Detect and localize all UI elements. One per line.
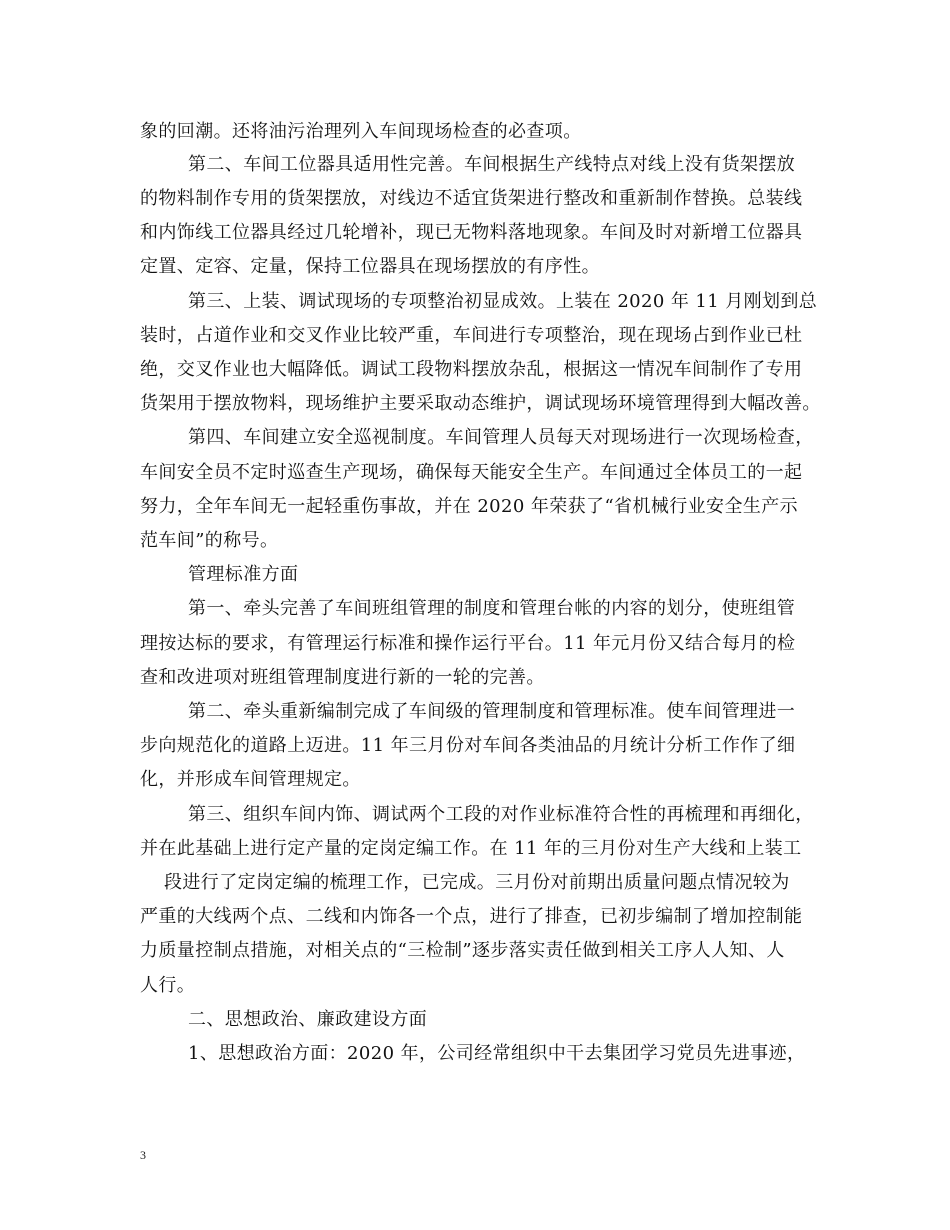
text-line: 定置、定容、定量，保持工位器具在现场摆放的有序性。 [140, 256, 600, 277]
text-line: 理按达标的要求，有管理运行标准和操作运行平台。11 年元月份又结合每月的检 [140, 633, 796, 654]
paragraph-first-line: 第二、车间工位器具适用性完善。车间根据生产线特点对线上没有货架摆放 [188, 154, 796, 175]
text-line: 车间安全员不定时巡查生产现场，确保每天能安全生产。车间通过全体员工的一起 [140, 462, 803, 483]
text-line: 装时，占道作业和交叉作业比较严重，车间进行专项整治，现在现场占到作业已杜 [140, 325, 803, 346]
text-line: 并在此基础上进行定产量的定岗定编工作。在 11 年的三月份对生产大线和上装工 [140, 838, 802, 859]
text-line: 象的回潮。还将油污治理列入车间现场检查的必查项。 [140, 121, 582, 142]
text-line: 化，并形成车间管理规定。 [140, 769, 361, 790]
text-line: 范车间”的称号。 [140, 530, 279, 551]
text-line: 努力，全年车间无一起轻重伤事故，并在 2020 年荣获了“省机械行业安全生产示 [140, 496, 799, 517]
text-line: 严重的大线两个点、二线和内饰各一个点，进行了排查，已初步编制了增加控制能 [140, 906, 803, 927]
section-heading: 管理标准方面 [188, 564, 299, 585]
text-line: 人行。 [140, 975, 196, 996]
paragraph-first-line: 第三、组织车间内饰、调试两个工段的对作业标准符合性的再梳理和再细化， [188, 804, 814, 825]
text-line: 力质量控制点措施，对相关点的“三检制”逐步落实责任做到相关工序人人知、人 [140, 940, 785, 961]
paragraph-first-line: 第二、牵头重新编制完成了车间级的管理制度和管理标准。使车间管理进一 [188, 701, 796, 722]
page-number: 3 [140, 1148, 146, 1162]
paragraph-first-line: 第三、上装、调试现场的专项整治初显成效。上装在 2020 年 11 月刚划到总 [188, 291, 818, 312]
paragraph-first-line: 第四、车间建立安全巡视制度。车间管理人员每天对现场进行一次现场检查， [188, 427, 814, 448]
paragraph-first-line: 第一、牵头完善了车间班组管理的制度和管理台帐的内容的划分，使班组管 [188, 598, 796, 619]
text-line: 步向规范化的道路上迈进。11 年三月份对车间各类油品的月统计分析工作作了细 [140, 735, 796, 756]
text-line: 段进行了定岗定编的梳理工作，已完成。三月份对前期出质量问题点情况较为 [164, 872, 790, 893]
paragraph-first-line: 1、思想政治方面：2020 年，公司经常组织中干去集团学习党员先进事迹， [188, 1043, 806, 1064]
text-line: 货架用于摆放物料，现场维护主要采取动态维护，调试现场环境管理得到大幅改善。 [140, 393, 821, 414]
text-line: 的物料制作专用的货架摆放，对线边不适宜货架进行整改和重新制作替换。总装线 [140, 188, 803, 209]
text-line: 和内饰线工位器具经过几轮增补，现已无物料落地现象。车间及时对新增工位器具 [140, 222, 803, 243]
text-line: 绝，交叉作业也大幅降低。调试工段物料摆放杂乱，根据这一情况车间制作了专用 [140, 359, 803, 380]
section-heading: 二、思想政治、廉政建设方面 [188, 1009, 428, 1030]
text-line: 查和改进项对班组管理制度进行新的一轮的完善。 [140, 667, 545, 688]
